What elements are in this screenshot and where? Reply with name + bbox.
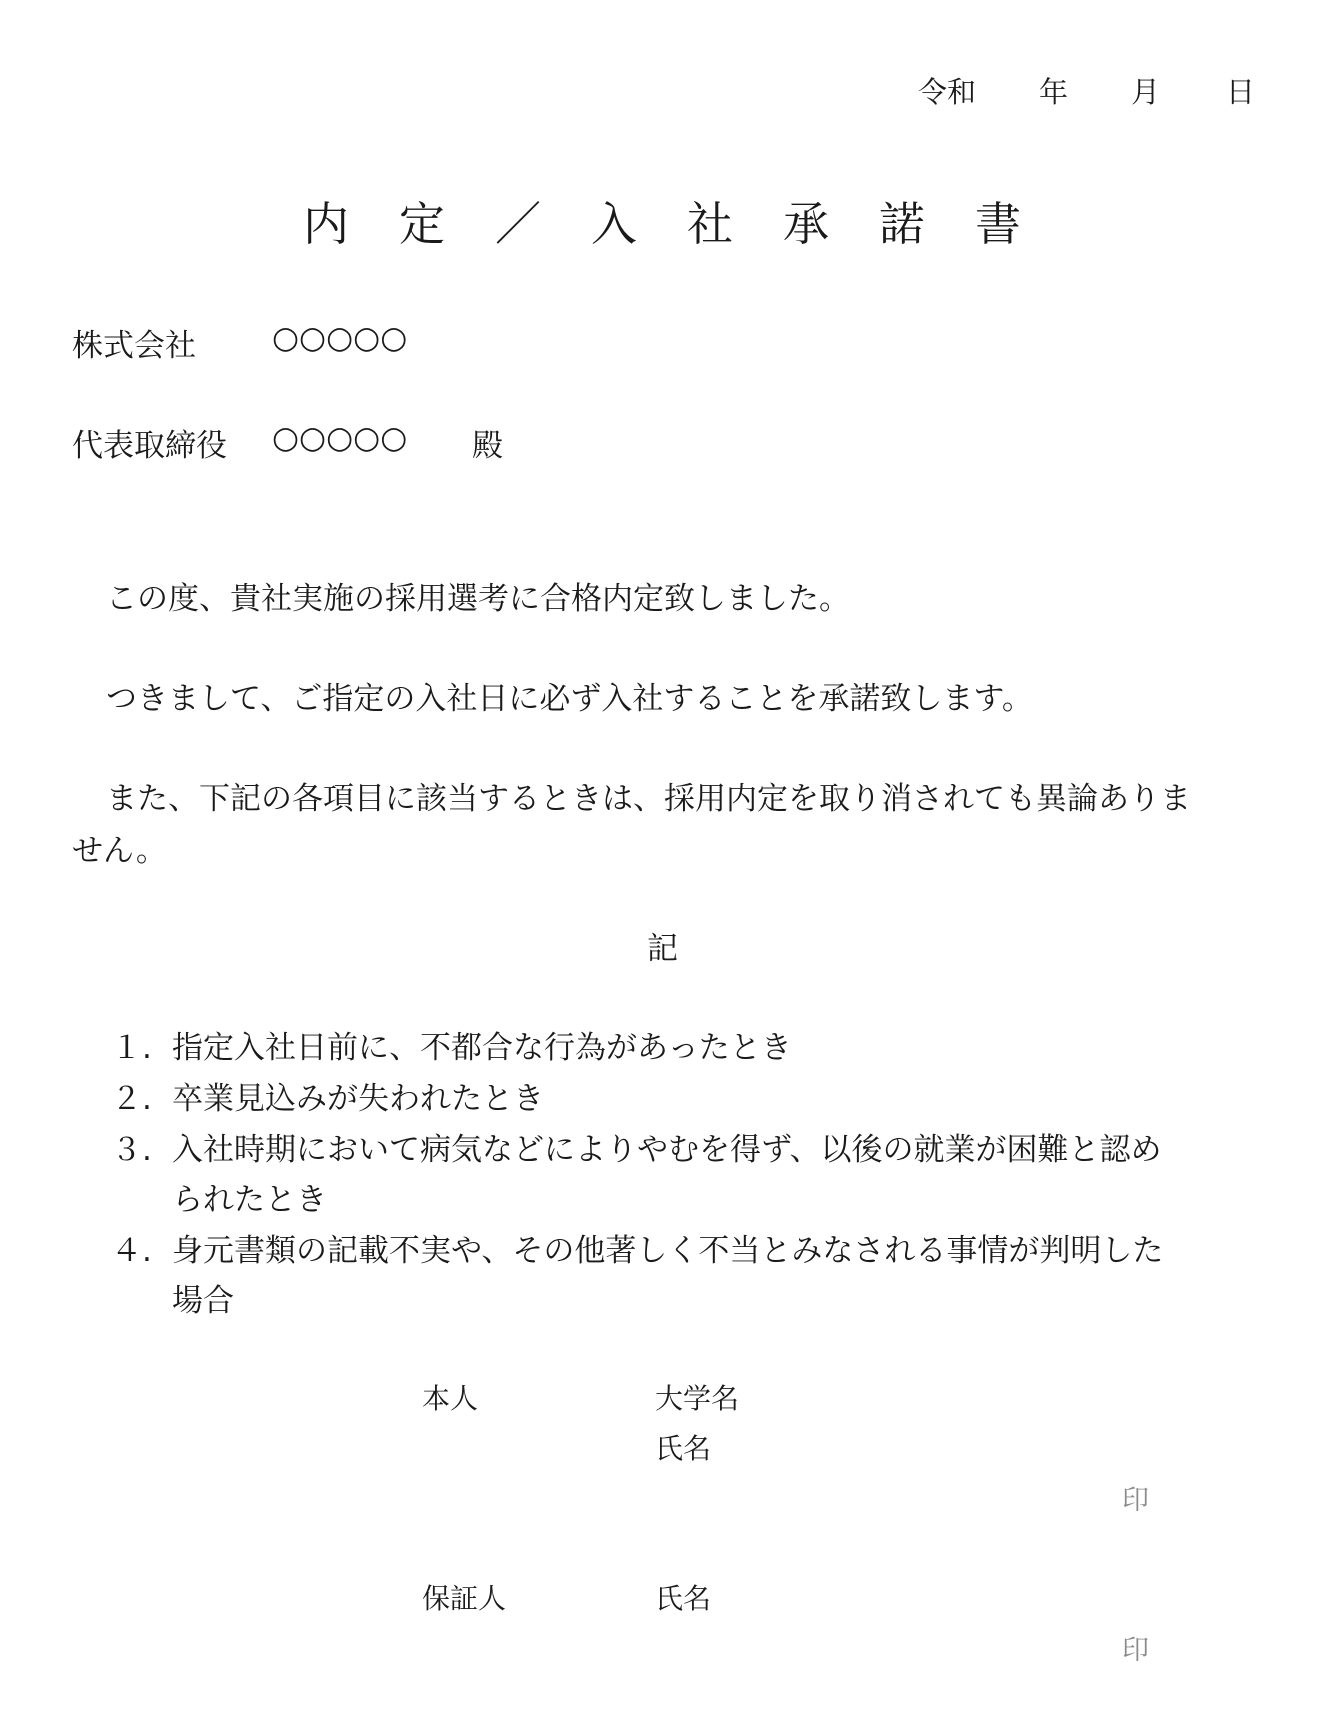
body-paragraph-2: つきまして、ご指定の入社日に必ず入社することを承諾致します。	[106, 681, 1033, 717]
name-label: 氏名	[655, 1432, 712, 1465]
representative-name: ○○○○○	[272, 420, 408, 456]
guarantor-label: 保証人	[422, 1582, 507, 1615]
company-name: ○○○○○	[272, 320, 408, 356]
item-text-continued: 場合	[172, 1283, 234, 1319]
item-number: １.	[111, 1030, 152, 1066]
item-number: ２.	[111, 1081, 152, 1117]
title-char: ／	[495, 197, 541, 251]
item-text-continued: られたとき	[172, 1182, 327, 1218]
item-text: 指定入社日前に、不都合な行為があったとき	[172, 1030, 792, 1066]
title-char: 書	[975, 197, 1021, 251]
title-char: 定	[399, 197, 445, 251]
self-label: 本人	[422, 1382, 479, 1415]
body-paragraph-1: この度、貴社実施の採用選考に合格内定致しました。	[106, 581, 850, 617]
title-char: 諾	[879, 197, 925, 251]
ki-heading: 記	[647, 931, 678, 967]
title-char: 内	[303, 197, 349, 251]
date-month: 月	[1131, 75, 1161, 109]
body-paragraph-3-line-1: また、下記の各項目に該当するときは、採用内定を取り消されても異論ありま	[106, 781, 1191, 817]
date-era: 令和	[918, 75, 977, 109]
honorific: 殿	[472, 428, 503, 464]
item-number: ３.	[111, 1132, 152, 1168]
title-char: 社	[687, 197, 733, 251]
item-text: 卒業見込みが失われたとき	[172, 1081, 544, 1117]
guarantor-name-label: 氏名	[655, 1582, 712, 1615]
company-label: 株式会社	[72, 328, 196, 364]
title-char: 入	[591, 197, 637, 251]
item-text: 入社時期において病気などによりやむを得ず、以後の就業が困難と認め	[172, 1132, 1162, 1168]
university-label: 大学名	[655, 1382, 740, 1415]
document-title	[0, 188, 1324, 254]
date-day: 日	[1226, 75, 1256, 109]
seal-mark: 印	[1122, 1485, 1149, 1516]
guarantor-seal-mark: 印	[1122, 1635, 1149, 1666]
representative-label: 代表取締役	[72, 428, 227, 464]
body-paragraph-3-line-2: せん。	[72, 833, 167, 869]
item-text: 身元書類の記載不実や、その他著しく不当とみなされる事情が判明した	[172, 1233, 1164, 1269]
title-char: 承	[783, 197, 829, 251]
date-year: 年	[1039, 75, 1069, 109]
item-number: ４.	[111, 1233, 152, 1269]
